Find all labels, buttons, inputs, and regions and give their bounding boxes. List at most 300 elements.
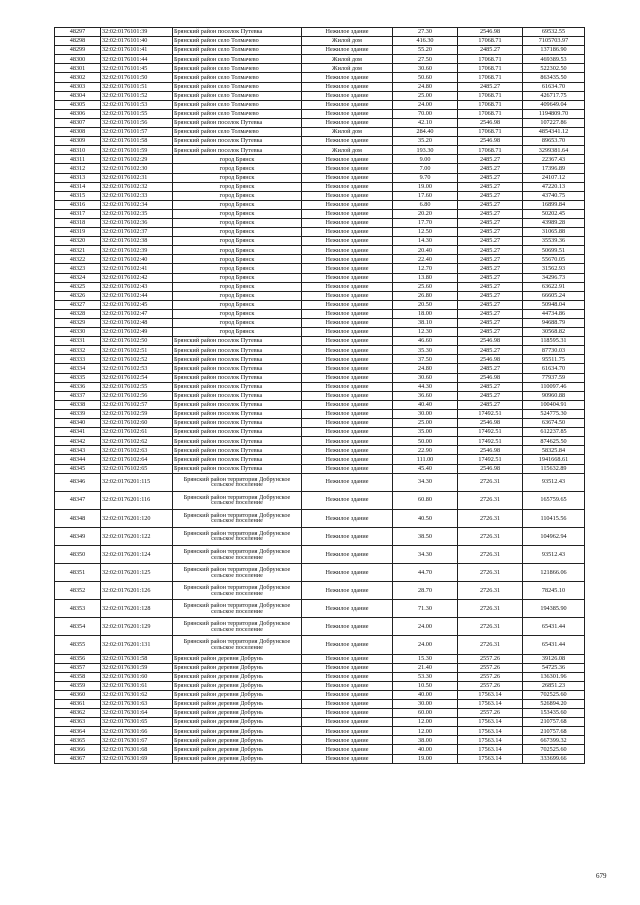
cadastral-value-cell: 22367.43 — [523, 155, 585, 164]
row-number-cell: 48316 — [55, 200, 101, 209]
row-number-cell: 48303 — [55, 82, 101, 91]
cadastral-number-cell: 32:02:0176101:40 — [101, 37, 173, 46]
cadastral-value-cell: 35539.36 — [523, 237, 585, 246]
cadastral-value-cell: 43740.75 — [523, 191, 585, 200]
specific-value-cell: 2726.31 — [458, 618, 523, 636]
specific-value-cell: 17563.14 — [458, 754, 523, 763]
address-cell: Брянский район село Толмачево — [173, 37, 302, 46]
address-cell: Брянский район поселок Путевка — [173, 118, 302, 127]
row-number-cell: 48330 — [55, 328, 101, 337]
area-cell: 25.60 — [393, 282, 458, 291]
object-type-cell: Нежилое здание — [302, 437, 393, 446]
object-type-cell: Нежилое здание — [302, 564, 393, 582]
row-number-cell: 48307 — [55, 118, 101, 127]
cadastral-value-cell: 210757.68 — [523, 727, 585, 736]
specific-value-cell: 2485.27 — [458, 155, 523, 164]
object-type-cell: Нежилое здание — [302, 718, 393, 727]
cadastral-number-cell: 32:02:0176102:35 — [101, 209, 173, 218]
table-row — [55, 346, 585, 355]
specific-value-cell: 17563.14 — [458, 700, 523, 709]
cadastral-value-cell: 47220.13 — [523, 182, 585, 191]
row-number-cell: 48342 — [55, 437, 101, 446]
address-cell: город Брянск — [173, 237, 302, 246]
area-cell: 20.50 — [393, 300, 458, 309]
area-cell: 42.10 — [393, 118, 458, 127]
address-cell: Брянский район поселок Путевка — [173, 419, 302, 428]
address-cell: Брянский район деревня Добрунь — [173, 709, 302, 718]
area-cell: 28.70 — [393, 582, 458, 600]
area-cell: 20.40 — [393, 246, 458, 255]
cadastral-number-cell: 32:02:0176201:116 — [101, 491, 173, 509]
cadastral-number-cell: 32:02:0176102:38 — [101, 237, 173, 246]
cadastral-value-cell: 24107.12 — [523, 173, 585, 182]
cadastral-value-cell: 65431.44 — [523, 636, 585, 654]
cadastral-value-cell: 44734.86 — [523, 309, 585, 318]
specific-value-cell: 2726.31 — [458, 636, 523, 654]
object-type-cell: Нежилое здание — [302, 545, 393, 563]
cadastral-number-cell: 32:02:0176101:41 — [101, 46, 173, 55]
table-row — [55, 100, 585, 109]
cadastral-value-cell: 89653.70 — [523, 137, 585, 146]
row-number-cell: 48318 — [55, 218, 101, 227]
cadastral-number-cell: 32:02:0176301:61 — [101, 681, 173, 690]
row-number-cell: 48359 — [55, 681, 101, 690]
specific-value-cell: 17068.71 — [458, 128, 523, 137]
table-row — [55, 228, 585, 237]
cadastral-number-cell: 32:02:0176102:31 — [101, 173, 173, 182]
object-type-cell: Нежилое здание — [302, 364, 393, 373]
specific-value-cell: 17068.71 — [458, 64, 523, 73]
cadastral-value-cell: 4854341.12 — [523, 128, 585, 137]
object-type-cell: Нежилое здание — [302, 300, 393, 309]
cadastral-value-cell: 115632.89 — [523, 464, 585, 473]
address-cell: город Брянск — [173, 173, 302, 182]
area-cell: 53.30 — [393, 672, 458, 681]
cadastral-value-cell: 522302.50 — [523, 64, 585, 73]
address-cell: Брянский район поселок Путевка — [173, 337, 302, 346]
area-cell: 70.00 — [393, 109, 458, 118]
specific-value-cell: 2485.27 — [458, 382, 523, 391]
table-row — [55, 373, 585, 382]
address-cell: город Брянск — [173, 309, 302, 318]
address-cell: город Брянск — [173, 218, 302, 227]
table-row — [55, 446, 585, 455]
object-type-cell: Нежилое здание — [302, 264, 393, 273]
cadastral-number-cell: 32:02:0176102:55 — [101, 382, 173, 391]
row-number-cell: 48331 — [55, 337, 101, 346]
address-cell: Брянский район территория Добрунское сельское поселение — [173, 582, 302, 600]
specific-value-cell: 2546.98 — [458, 118, 523, 127]
table-row — [55, 464, 585, 473]
cadastral-value-cell: 94688.79 — [523, 319, 585, 328]
cadastral-number-cell: 32:02:0176102:51 — [101, 346, 173, 355]
object-type-cell: Нежилое здание — [302, 400, 393, 409]
cadastral-number-cell: 32:02:0176301:69 — [101, 754, 173, 763]
row-number-cell: 48328 — [55, 309, 101, 318]
object-type-cell: Нежилое здание — [302, 209, 393, 218]
object-type-cell: Нежилое здание — [302, 118, 393, 127]
address-cell: Брянский район поселок Путевка — [173, 400, 302, 409]
cadastral-value-cell: 526894.20 — [523, 700, 585, 709]
cadastral-number-cell: 32:02:0176301:65 — [101, 718, 173, 727]
area-cell: 111.00 — [393, 455, 458, 464]
cadastral-value-cell: 69532.55 — [523, 28, 585, 37]
row-number-cell: 48352 — [55, 582, 101, 600]
cadastral-value-cell: 121866.06 — [523, 564, 585, 582]
row-number-cell: 48337 — [55, 391, 101, 400]
cadastral-number-cell: 32:02:0176201:129 — [101, 618, 173, 636]
cadastral-value-cell: 31065.88 — [523, 228, 585, 237]
cadastral-number-cell: 32:02:0176102:45 — [101, 300, 173, 309]
cadastral-value-cell: 30568.82 — [523, 328, 585, 337]
cadastral-number-cell: 32:02:0176101:44 — [101, 55, 173, 64]
address-cell: город Брянск — [173, 273, 302, 282]
table-row — [55, 264, 585, 273]
specific-value-cell: 2726.31 — [458, 582, 523, 600]
object-type-cell: Нежилое здание — [302, 291, 393, 300]
cadastral-number-cell: 32:02:0176102:44 — [101, 291, 173, 300]
address-cell: Брянский район поселок Путевка — [173, 146, 302, 155]
object-type-cell: Нежилое здание — [302, 218, 393, 227]
object-type-cell: Нежилое здание — [302, 582, 393, 600]
specific-value-cell: 2546.98 — [458, 373, 523, 382]
address-cell: Брянский район территория Добрунское сельское поселение — [173, 564, 302, 582]
cadastral-number-cell: 32:02:0176101:51 — [101, 82, 173, 91]
area-cell: 50.60 — [393, 73, 458, 82]
area-cell: 7.00 — [393, 164, 458, 173]
cadastral-number-cell: 32:02:0176102:59 — [101, 409, 173, 418]
table-row — [55, 654, 585, 663]
cadastral-value-cell: 118595.31 — [523, 337, 585, 346]
specific-value-cell: 2546.98 — [458, 337, 523, 346]
area-cell: 24.00 — [393, 636, 458, 654]
specific-value-cell: 2557.26 — [458, 709, 523, 718]
cadastral-value-cell: 100404.91 — [523, 400, 585, 409]
row-number-cell: 48323 — [55, 264, 101, 273]
address-cell: Брянский район деревня Добрунь — [173, 718, 302, 727]
cadastral-value-cell: 93512.43 — [523, 473, 585, 491]
object-type-cell: Нежилое здание — [302, 419, 393, 428]
row-number-cell: 48309 — [55, 137, 101, 146]
table-row — [55, 473, 585, 491]
cadastral-number-cell: 32:02:0176102:29 — [101, 155, 173, 164]
row-number-cell: 48335 — [55, 373, 101, 382]
row-number-cell: 48301 — [55, 64, 101, 73]
row-number-cell: 48315 — [55, 191, 101, 200]
address-cell: Брянский район поселок Путевка — [173, 437, 302, 446]
object-type-cell: Нежилое здание — [302, 373, 393, 382]
object-type-cell: Нежилое здание — [302, 428, 393, 437]
table-row — [55, 391, 585, 400]
row-number-cell: 48338 — [55, 400, 101, 409]
area-cell: 36.60 — [393, 391, 458, 400]
specific-value-cell: 17563.14 — [458, 690, 523, 699]
address-cell: Брянский район деревня Добрунь — [173, 690, 302, 699]
object-type-cell: Нежилое здание — [302, 246, 393, 255]
row-number-cell: 48321 — [55, 246, 101, 255]
object-type-cell: Нежилое здание — [302, 191, 393, 200]
table-row — [55, 355, 585, 364]
cadastral-value-cell: 50202.45 — [523, 209, 585, 218]
specific-value-cell: 17492.51 — [458, 437, 523, 446]
specific-value-cell: 17068.71 — [458, 109, 523, 118]
table-row — [55, 255, 585, 264]
area-cell: 9.00 — [393, 155, 458, 164]
address-cell: Брянский район село Толмачево — [173, 55, 302, 64]
cadastral-number-cell: 32:02:0176101:45 — [101, 64, 173, 73]
table-row — [55, 37, 585, 46]
row-number-cell: 48333 — [55, 355, 101, 364]
table-row — [55, 128, 585, 137]
address-cell: город Брянск — [173, 164, 302, 173]
specific-value-cell: 2726.31 — [458, 527, 523, 545]
area-cell: 284.40 — [393, 128, 458, 137]
row-number-cell: 48366 — [55, 745, 101, 754]
object-type-cell: Нежилое здание — [302, 137, 393, 146]
cadastral-number-cell: 32:02:0176102:62 — [101, 437, 173, 446]
cadastral-number-cell: 32:02:0176301:59 — [101, 663, 173, 672]
area-cell: 24.80 — [393, 82, 458, 91]
address-cell: Брянский район деревня Добрунь — [173, 745, 302, 754]
row-number-cell: 48306 — [55, 109, 101, 118]
table-row — [55, 409, 585, 418]
table-row — [55, 618, 585, 636]
table-body — [55, 28, 585, 764]
area-cell: 12.30 — [393, 328, 458, 337]
area-cell: 13.80 — [393, 273, 458, 282]
address-cell: Брянский район деревня Добрунь — [173, 672, 302, 681]
cadastral-value-cell: 612237.85 — [523, 428, 585, 437]
table-row — [55, 672, 585, 681]
area-cell: 22.90 — [393, 446, 458, 455]
area-cell: 24.80 — [393, 364, 458, 373]
cadastral-value-cell: 110097.46 — [523, 382, 585, 391]
area-cell: 12.70 — [393, 264, 458, 273]
cadastral-value-cell: 863435.50 — [523, 73, 585, 82]
object-type-cell: Нежилое здание — [302, 618, 393, 636]
row-number-cell: 48320 — [55, 237, 101, 246]
cadastral-value-cell: 63674.50 — [523, 419, 585, 428]
table-row — [55, 428, 585, 437]
address-cell: город Брянск — [173, 191, 302, 200]
row-number-cell: 48299 — [55, 46, 101, 55]
object-type-cell: Жилой дом — [302, 37, 393, 46]
table-row — [55, 700, 585, 709]
address-cell: Брянский район село Толмачево — [173, 82, 302, 91]
area-cell: 24.00 — [393, 100, 458, 109]
cadastral-number-cell: 32:02:0176201:120 — [101, 509, 173, 527]
row-number-cell: 48364 — [55, 727, 101, 736]
cadastral-number-cell: 32:02:0176101:50 — [101, 73, 173, 82]
address-cell: Брянский район поселок Путевка — [173, 464, 302, 473]
area-cell: 35.20 — [393, 137, 458, 146]
cadastral-value-cell: 874625.50 — [523, 437, 585, 446]
address-cell: Брянский район территория Добрунское сельское поселение — [173, 636, 302, 654]
cadastral-value-cell: 426717.75 — [523, 91, 585, 100]
cadastral-number-cell: 32:02:0176201:124 — [101, 545, 173, 563]
address-cell: Брянский район территория Добрунское сельское поселение — [173, 527, 302, 545]
address-cell: Брянский район село Толмачево — [173, 73, 302, 82]
specific-value-cell: 2485.27 — [458, 264, 523, 273]
row-number-cell: 48322 — [55, 255, 101, 264]
area-cell: 40.00 — [393, 690, 458, 699]
cadastral-value-cell: 34296.73 — [523, 273, 585, 282]
cadastral-number-cell: 32:02:0176102:64 — [101, 455, 173, 464]
area-cell: 35.00 — [393, 428, 458, 437]
specific-value-cell: 2485.27 — [458, 309, 523, 318]
specific-value-cell: 17068.71 — [458, 37, 523, 46]
row-number-cell: 48302 — [55, 73, 101, 82]
cadastral-number-cell: 32:02:0176102:40 — [101, 255, 173, 264]
cadastral-number-cell: 32:02:0176201:128 — [101, 600, 173, 618]
table-row — [55, 509, 585, 527]
cadastral-number-cell: 32:02:0176102:65 — [101, 464, 173, 473]
object-type-cell: Нежилое здание — [302, 73, 393, 82]
specific-value-cell: 17563.14 — [458, 736, 523, 745]
address-cell: Брянский район поселок Путевка — [173, 455, 302, 464]
address-cell: город Брянск — [173, 282, 302, 291]
object-type-cell: Нежилое здание — [302, 309, 393, 318]
object-type-cell: Нежилое здание — [302, 745, 393, 754]
cadastral-value-cell: 95511.75 — [523, 355, 585, 364]
cadastral-number-cell: 32:02:0176301:60 — [101, 672, 173, 681]
object-type-cell: Нежилое здание — [302, 600, 393, 618]
cadastral-value-cell: 3299381.64 — [523, 146, 585, 155]
address-cell: Брянский район поселок Путевка — [173, 28, 302, 37]
area-cell: 18.00 — [393, 309, 458, 318]
object-type-cell: Нежилое здание — [302, 491, 393, 509]
area-cell: 15.30 — [393, 654, 458, 663]
area-cell: 12.50 — [393, 228, 458, 237]
specific-value-cell: 2546.98 — [458, 464, 523, 473]
object-type-cell: Нежилое здание — [302, 328, 393, 337]
specific-value-cell: 17563.14 — [458, 727, 523, 736]
table-row — [55, 109, 585, 118]
table-row — [55, 73, 585, 82]
cadastral-number-cell: 32:02:0176102:49 — [101, 328, 173, 337]
row-number-cell: 48324 — [55, 273, 101, 282]
table-row — [55, 491, 585, 509]
object-type-cell: Нежилое здание — [302, 690, 393, 699]
address-cell: Брянский район село Толмачево — [173, 109, 302, 118]
object-type-cell: Нежилое здание — [302, 273, 393, 282]
cadastral-value-table — [54, 27, 585, 764]
cadastral-value-cell: 107227.86 — [523, 118, 585, 127]
object-type-cell: Жилой дом — [302, 55, 393, 64]
row-number-cell: 48308 — [55, 128, 101, 137]
row-number-cell: 48325 — [55, 282, 101, 291]
cadastral-value-cell: 66605.24 — [523, 291, 585, 300]
address-cell: город Брянск — [173, 200, 302, 209]
cadastral-number-cell: 32:02:0176102:50 — [101, 337, 173, 346]
table-row — [55, 237, 585, 246]
table-row — [55, 736, 585, 745]
cadastral-number-cell: 32:02:0176102:47 — [101, 309, 173, 318]
row-number-cell: 48298 — [55, 37, 101, 46]
area-cell: 30.00 — [393, 409, 458, 418]
area-cell: 38.50 — [393, 527, 458, 545]
object-type-cell: Нежилое здание — [302, 473, 393, 491]
cadastral-number-cell: 32:02:0176102:53 — [101, 364, 173, 373]
cadastral-value-cell: 31562.93 — [523, 264, 585, 273]
row-number-cell: 48360 — [55, 690, 101, 699]
area-cell: 27.50 — [393, 55, 458, 64]
cadastral-value-cell: 58325.84 — [523, 446, 585, 455]
cadastral-number-cell: 32:02:0176102:61 — [101, 428, 173, 437]
cadastral-value-cell: 50948.04 — [523, 300, 585, 309]
table-row — [55, 82, 585, 91]
address-cell: Брянский район территория Добрунское сельское поселение — [173, 618, 302, 636]
object-type-cell: Нежилое здание — [302, 164, 393, 173]
object-type-cell: Нежилое здание — [302, 754, 393, 763]
area-cell: 30.60 — [393, 64, 458, 73]
row-number-cell: 48334 — [55, 364, 101, 373]
specific-value-cell: 2546.98 — [458, 28, 523, 37]
object-type-cell: Нежилое здание — [302, 228, 393, 237]
area-cell: 35.30 — [393, 346, 458, 355]
cadastral-number-cell: 32:02:0176301:64 — [101, 709, 173, 718]
area-cell: 40.50 — [393, 509, 458, 527]
object-type-cell: Нежилое здание — [302, 319, 393, 328]
table-row — [55, 209, 585, 218]
cadastral-value-cell: 469389.53 — [523, 55, 585, 64]
row-number-cell: 48304 — [55, 91, 101, 100]
area-cell: 37.50 — [393, 355, 458, 364]
row-number-cell: 48347 — [55, 491, 101, 509]
specific-value-cell: 17068.71 — [458, 146, 523, 155]
specific-value-cell: 2485.27 — [458, 391, 523, 400]
cadastral-number-cell: 32:02:0176201:122 — [101, 527, 173, 545]
area-cell: 17.70 — [393, 218, 458, 227]
object-type-cell: Жилой дом — [302, 128, 393, 137]
cadastral-number-cell: 32:02:0176102:56 — [101, 391, 173, 400]
cadastral-value-cell: 1941668.61 — [523, 455, 585, 464]
address-cell: Брянский район поселок Путевка — [173, 364, 302, 373]
table-row — [55, 218, 585, 227]
cadastral-number-cell: 32:02:0176102:39 — [101, 246, 173, 255]
address-cell: город Брянск — [173, 155, 302, 164]
address-cell: город Брянск — [173, 319, 302, 328]
area-cell: 10.50 — [393, 681, 458, 690]
cadastral-value-cell: 87730.03 — [523, 346, 585, 355]
address-cell: город Брянск — [173, 300, 302, 309]
table-row — [55, 137, 585, 146]
cadastral-number-cell: 32:02:0176102:37 — [101, 228, 173, 237]
area-cell: 17.60 — [393, 191, 458, 200]
cadastral-number-cell: 32:02:0176301:66 — [101, 727, 173, 736]
area-cell: 12.00 — [393, 718, 458, 727]
row-number-cell: 48346 — [55, 473, 101, 491]
cadastral-value-cell: 90960.88 — [523, 391, 585, 400]
cadastral-value-cell: 26851.23 — [523, 681, 585, 690]
table-row — [55, 636, 585, 654]
cadastral-number-cell: 32:02:0176102:32 — [101, 182, 173, 191]
table-row — [55, 437, 585, 446]
address-cell: Брянский район поселок Путевка — [173, 409, 302, 418]
cadastral-value-cell: 54725.36 — [523, 663, 585, 672]
address-cell: Брянский район деревня Добрунь — [173, 700, 302, 709]
specific-value-cell: 2546.98 — [458, 137, 523, 146]
table-row — [55, 155, 585, 164]
cadastral-number-cell: 32:02:0176102:41 — [101, 264, 173, 273]
row-number-cell: 48327 — [55, 300, 101, 309]
address-cell: Брянский район деревня Добрунь — [173, 663, 302, 672]
table-row — [55, 28, 585, 37]
object-type-cell: Нежилое здание — [302, 391, 393, 400]
table-row — [55, 282, 585, 291]
object-type-cell: Нежилое здание — [302, 654, 393, 663]
row-number-cell: 48311 — [55, 155, 101, 164]
